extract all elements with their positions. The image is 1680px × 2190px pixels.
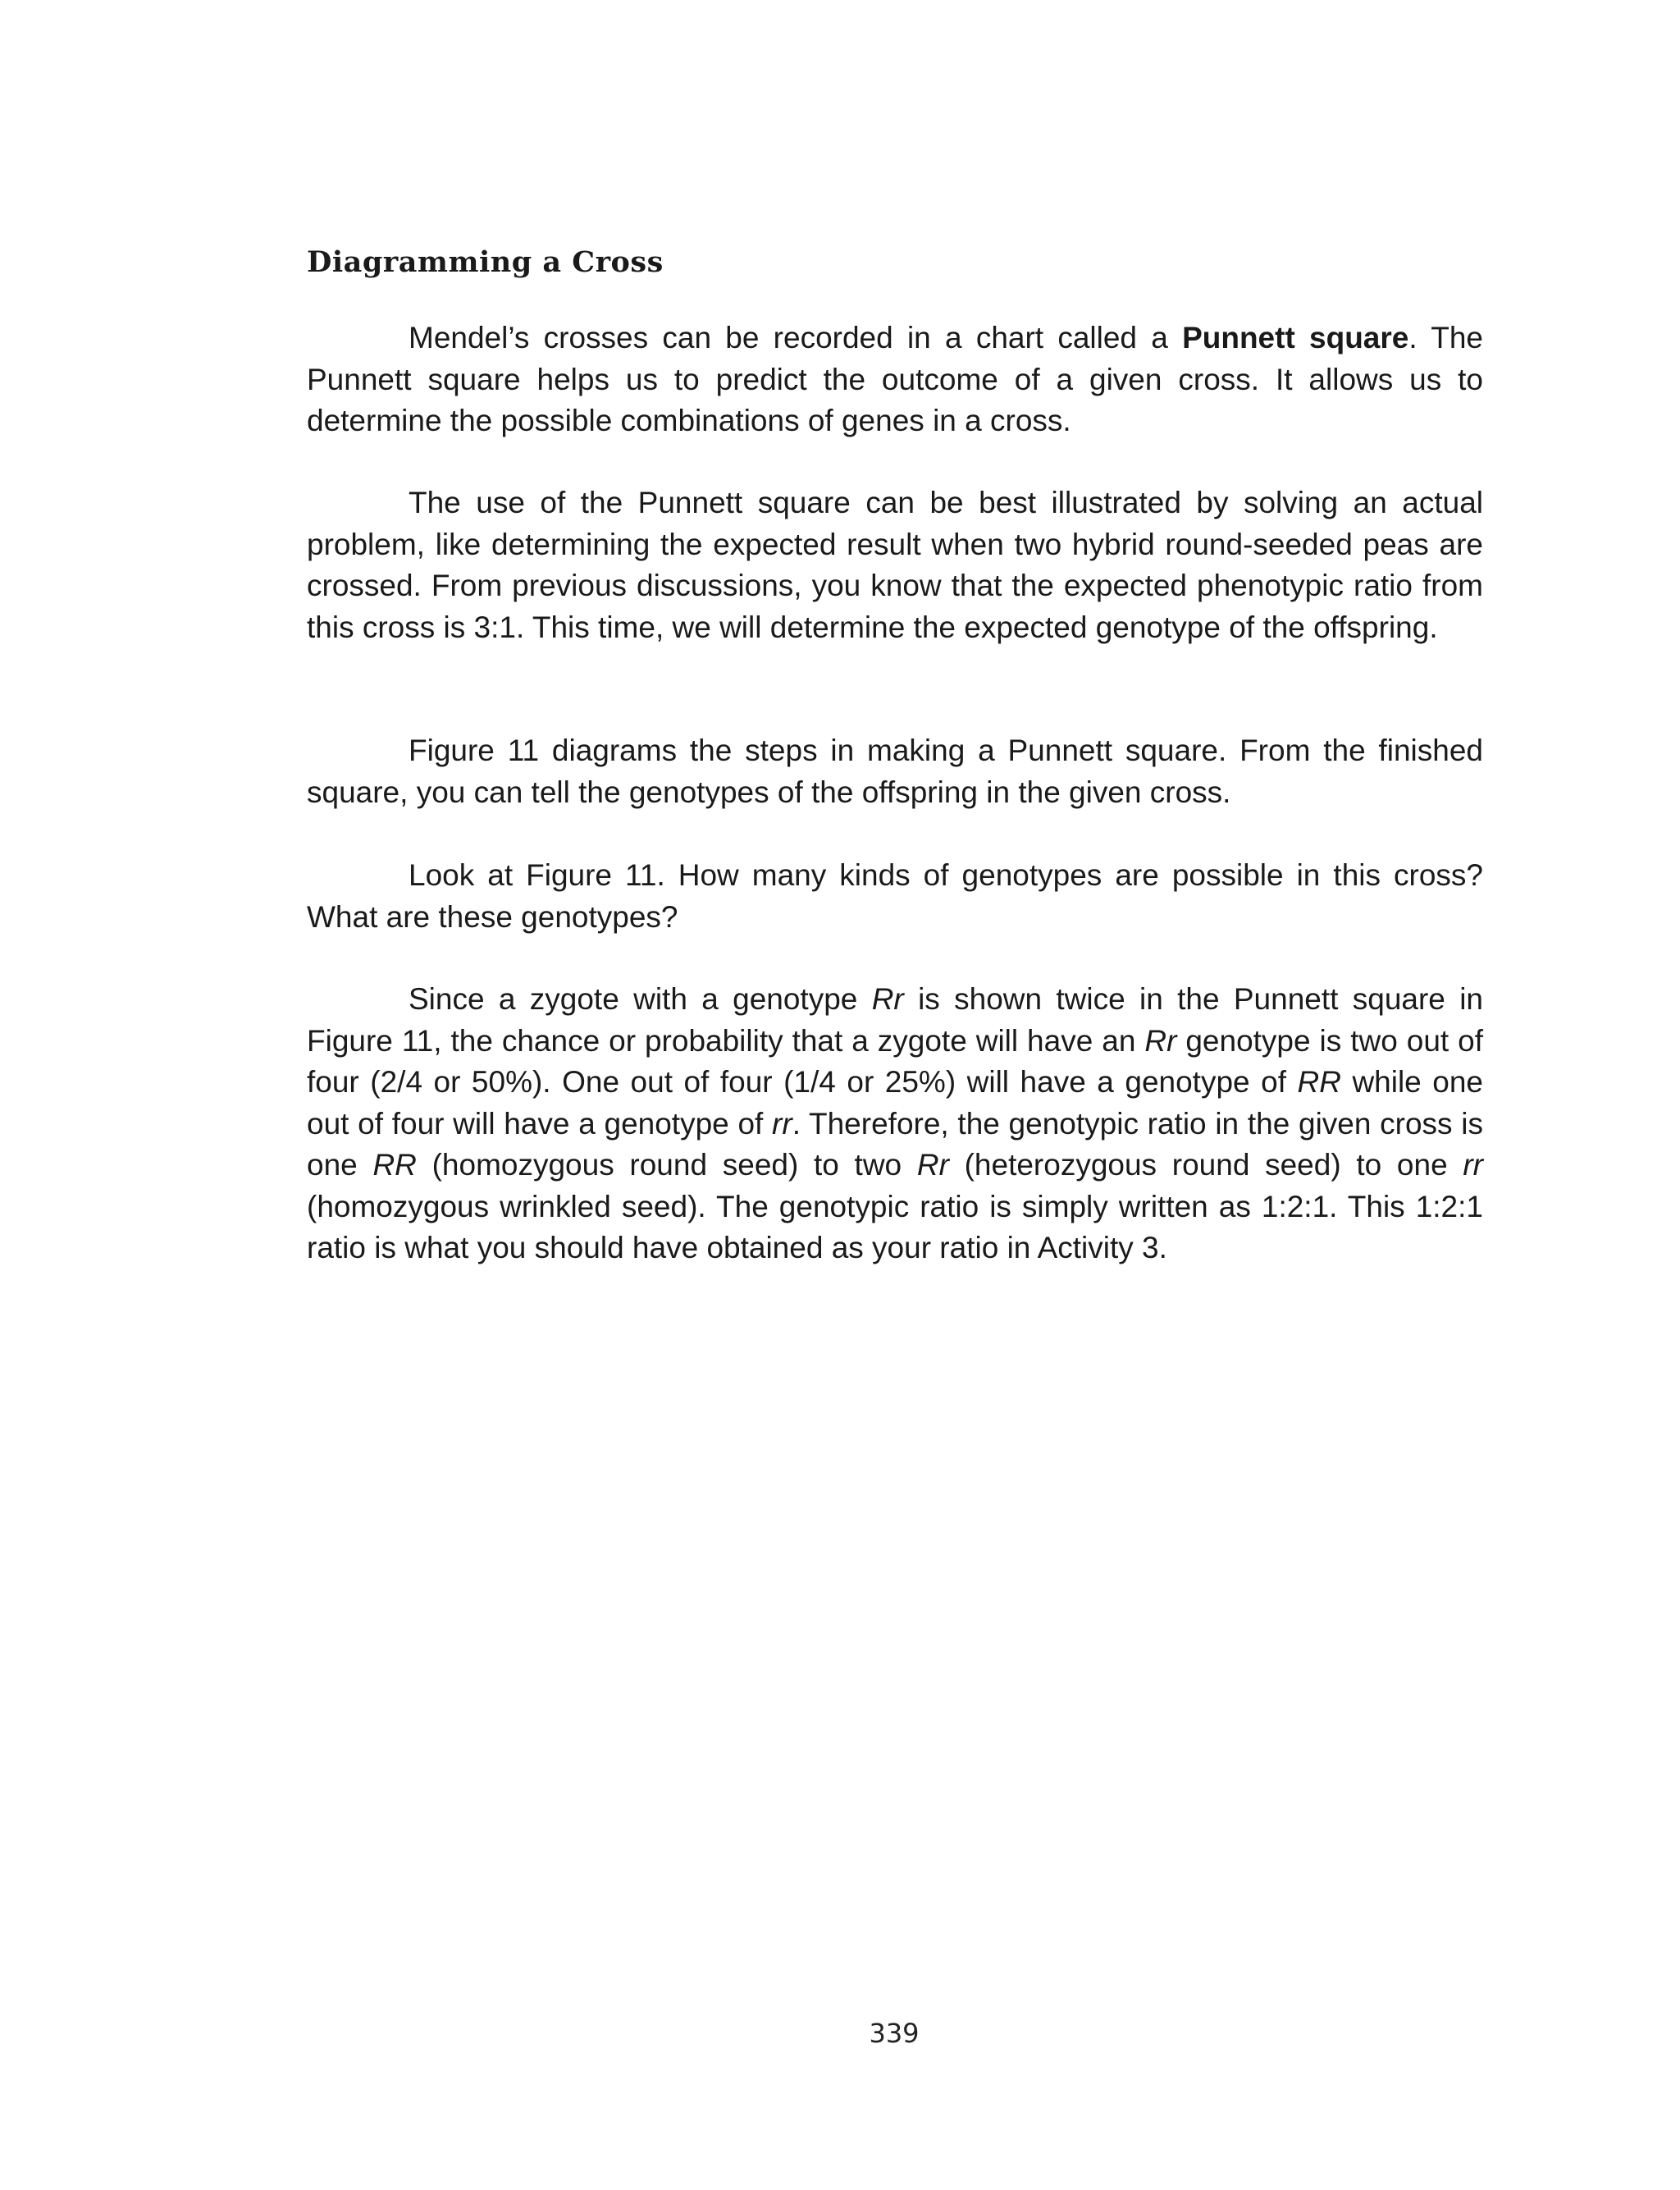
paragraph-text: Look at Figure 11. How many kinds of genotypes are possible in this cross? What are these genotypes? [307, 858, 1483, 934]
genotype-term: rr [772, 1106, 792, 1141]
genotype-term: rr [1463, 1148, 1483, 1182]
term-punnett-square: Punnett square [1182, 321, 1409, 354]
paragraph-figure-reference [307, 730, 1483, 813]
paragraph-text: Figure 11 diagrams the steps in making a Punnett square. From the finished square, you can tell the genotypes of the offspring in the given cross. [307, 734, 1483, 809]
genotype-term: RR [1297, 1065, 1341, 1099]
section-heading: Diagramming a Cross [307, 245, 664, 279]
paragraph-question [307, 855, 1483, 938]
genotype-term: Rr [916, 1148, 949, 1182]
paragraph-genotypic-ratio [307, 979, 1483, 1269]
genotype-term: Rr [1144, 1023, 1177, 1058]
paragraph-text: Since a zygote with a genotype Rr is shown twice in the Punnett square in Figure 11, the chance or probability that a zygote will have an Rr genotype is two out of four (2/4 or 50%). One out of four (1/4 or 25%) will have a genotype of RR while one out of four will have a genotype of rr. Therefore, the genotypic ratio in the given cross is one RR (homozygous round seed) to two Rr (heterozygous round seed) to one rr (homozygous wrinkled seed). The genotypic ratio is simply written as 1:2:1. This 1:2:1 ratio is what you should have obtained as your ratio in Activity 3. [307, 982, 1484, 1264]
paragraph-punnett-use [307, 482, 1483, 648]
paragraph-text: Mendel’s crosses can be recorded in a chart called a Punnett square. The Punnett square helps us to predict the outcome of a given cross. It allows us to determine the possible combinations of genes in a cross. [307, 321, 1483, 437]
paragraph-text: The use of the Punnett square can be best illustrated by solving an actual problem, like determining the expected result when two hybrid round-seeded peas are crossed. From previous discussions, you know that the expected phenotypic ratio from this cross is 3:1. This time, we will determine the expected genotype of the offspring. [307, 486, 1483, 644]
page-number: 339 [869, 2018, 920, 2049]
genotype-term: RR [372, 1148, 417, 1182]
paragraph-punnett-intro [307, 318, 1483, 442]
genotype-term: Rr [871, 982, 904, 1016]
